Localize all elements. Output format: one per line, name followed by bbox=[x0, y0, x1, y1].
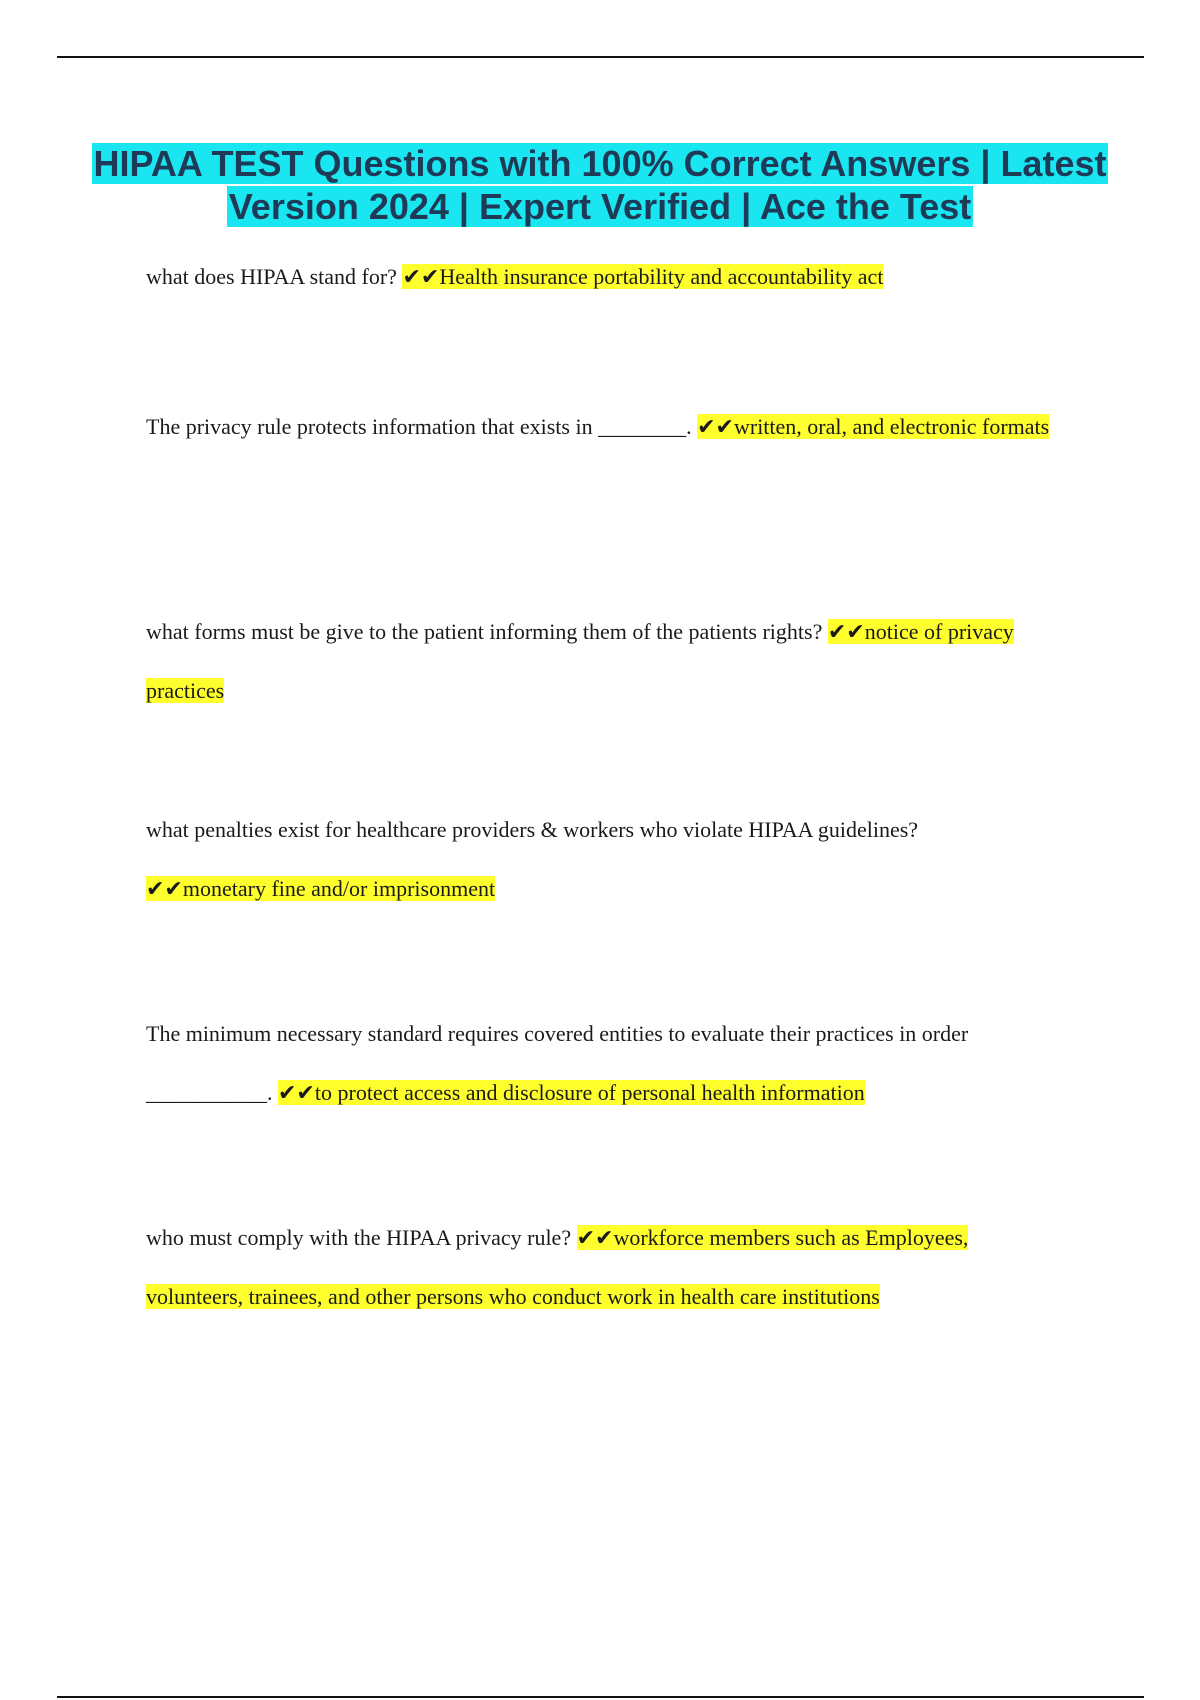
check-mark-icon: ✔✔ bbox=[402, 264, 440, 289]
answer-highlight bbox=[278, 1080, 865, 1105]
check-mark-icon: ✔✔ bbox=[576, 1225, 614, 1250]
answer-highlight bbox=[697, 414, 1049, 439]
answer-text: notice of privacy practices bbox=[146, 619, 1014, 703]
answer-text: to protect access and disclosure of personal health information bbox=[314, 1080, 865, 1105]
answer-highlight bbox=[146, 876, 495, 901]
answer-text: Health insurance portability and accountability act bbox=[439, 264, 884, 289]
answer-text: monetary fine and/or imprisonment bbox=[182, 876, 496, 901]
document-title bbox=[60, 142, 1140, 228]
qa-item-1 bbox=[146, 247, 1066, 306]
question-text: what forms must be give to the patient informing them of the patients rights? bbox=[146, 619, 823, 644]
qa-item-2 bbox=[146, 397, 1066, 456]
footer-rule bbox=[57, 1696, 1144, 1698]
answer-text: workforce members such as Employees, volunteers, trainees, and other persons who conduct work in health care institutions bbox=[146, 1225, 969, 1309]
check-mark-icon: ✔✔ bbox=[146, 876, 183, 901]
question-text: who must comply with the HIPAA privacy rule? bbox=[146, 1225, 572, 1250]
header-rule bbox=[57, 56, 1144, 58]
check-mark-icon: ✔✔ bbox=[278, 1080, 315, 1105]
question-text: The privacy rule protects information that exists in ________. bbox=[146, 414, 692, 439]
qa-item-5 bbox=[146, 1004, 1066, 1122]
check-mark-icon: ✔✔ bbox=[827, 619, 865, 644]
qa-item-3 bbox=[146, 602, 1066, 720]
question-text: what penalties exist for healthcare providers & workers who violate HIPAA guidelines? bbox=[146, 817, 919, 842]
answer-text: written, oral, and electronic formats bbox=[733, 414, 1050, 439]
answer-highlight bbox=[402, 264, 883, 289]
document-title-text: HIPAA TEST Questions with 100% Correct Answers | Latest Version 2024 | Expert Verified | Ace the Test bbox=[93, 143, 1107, 227]
question-text: what does HIPAA stand for? bbox=[146, 264, 397, 289]
question-text: The minimum necessary standard requires covered entities to evaluate their practices in order ___________. bbox=[146, 1021, 969, 1105]
qa-item-4 bbox=[146, 800, 1066, 918]
check-mark-icon: ✔✔ bbox=[697, 414, 734, 439]
qa-item-6 bbox=[146, 1208, 1066, 1326]
